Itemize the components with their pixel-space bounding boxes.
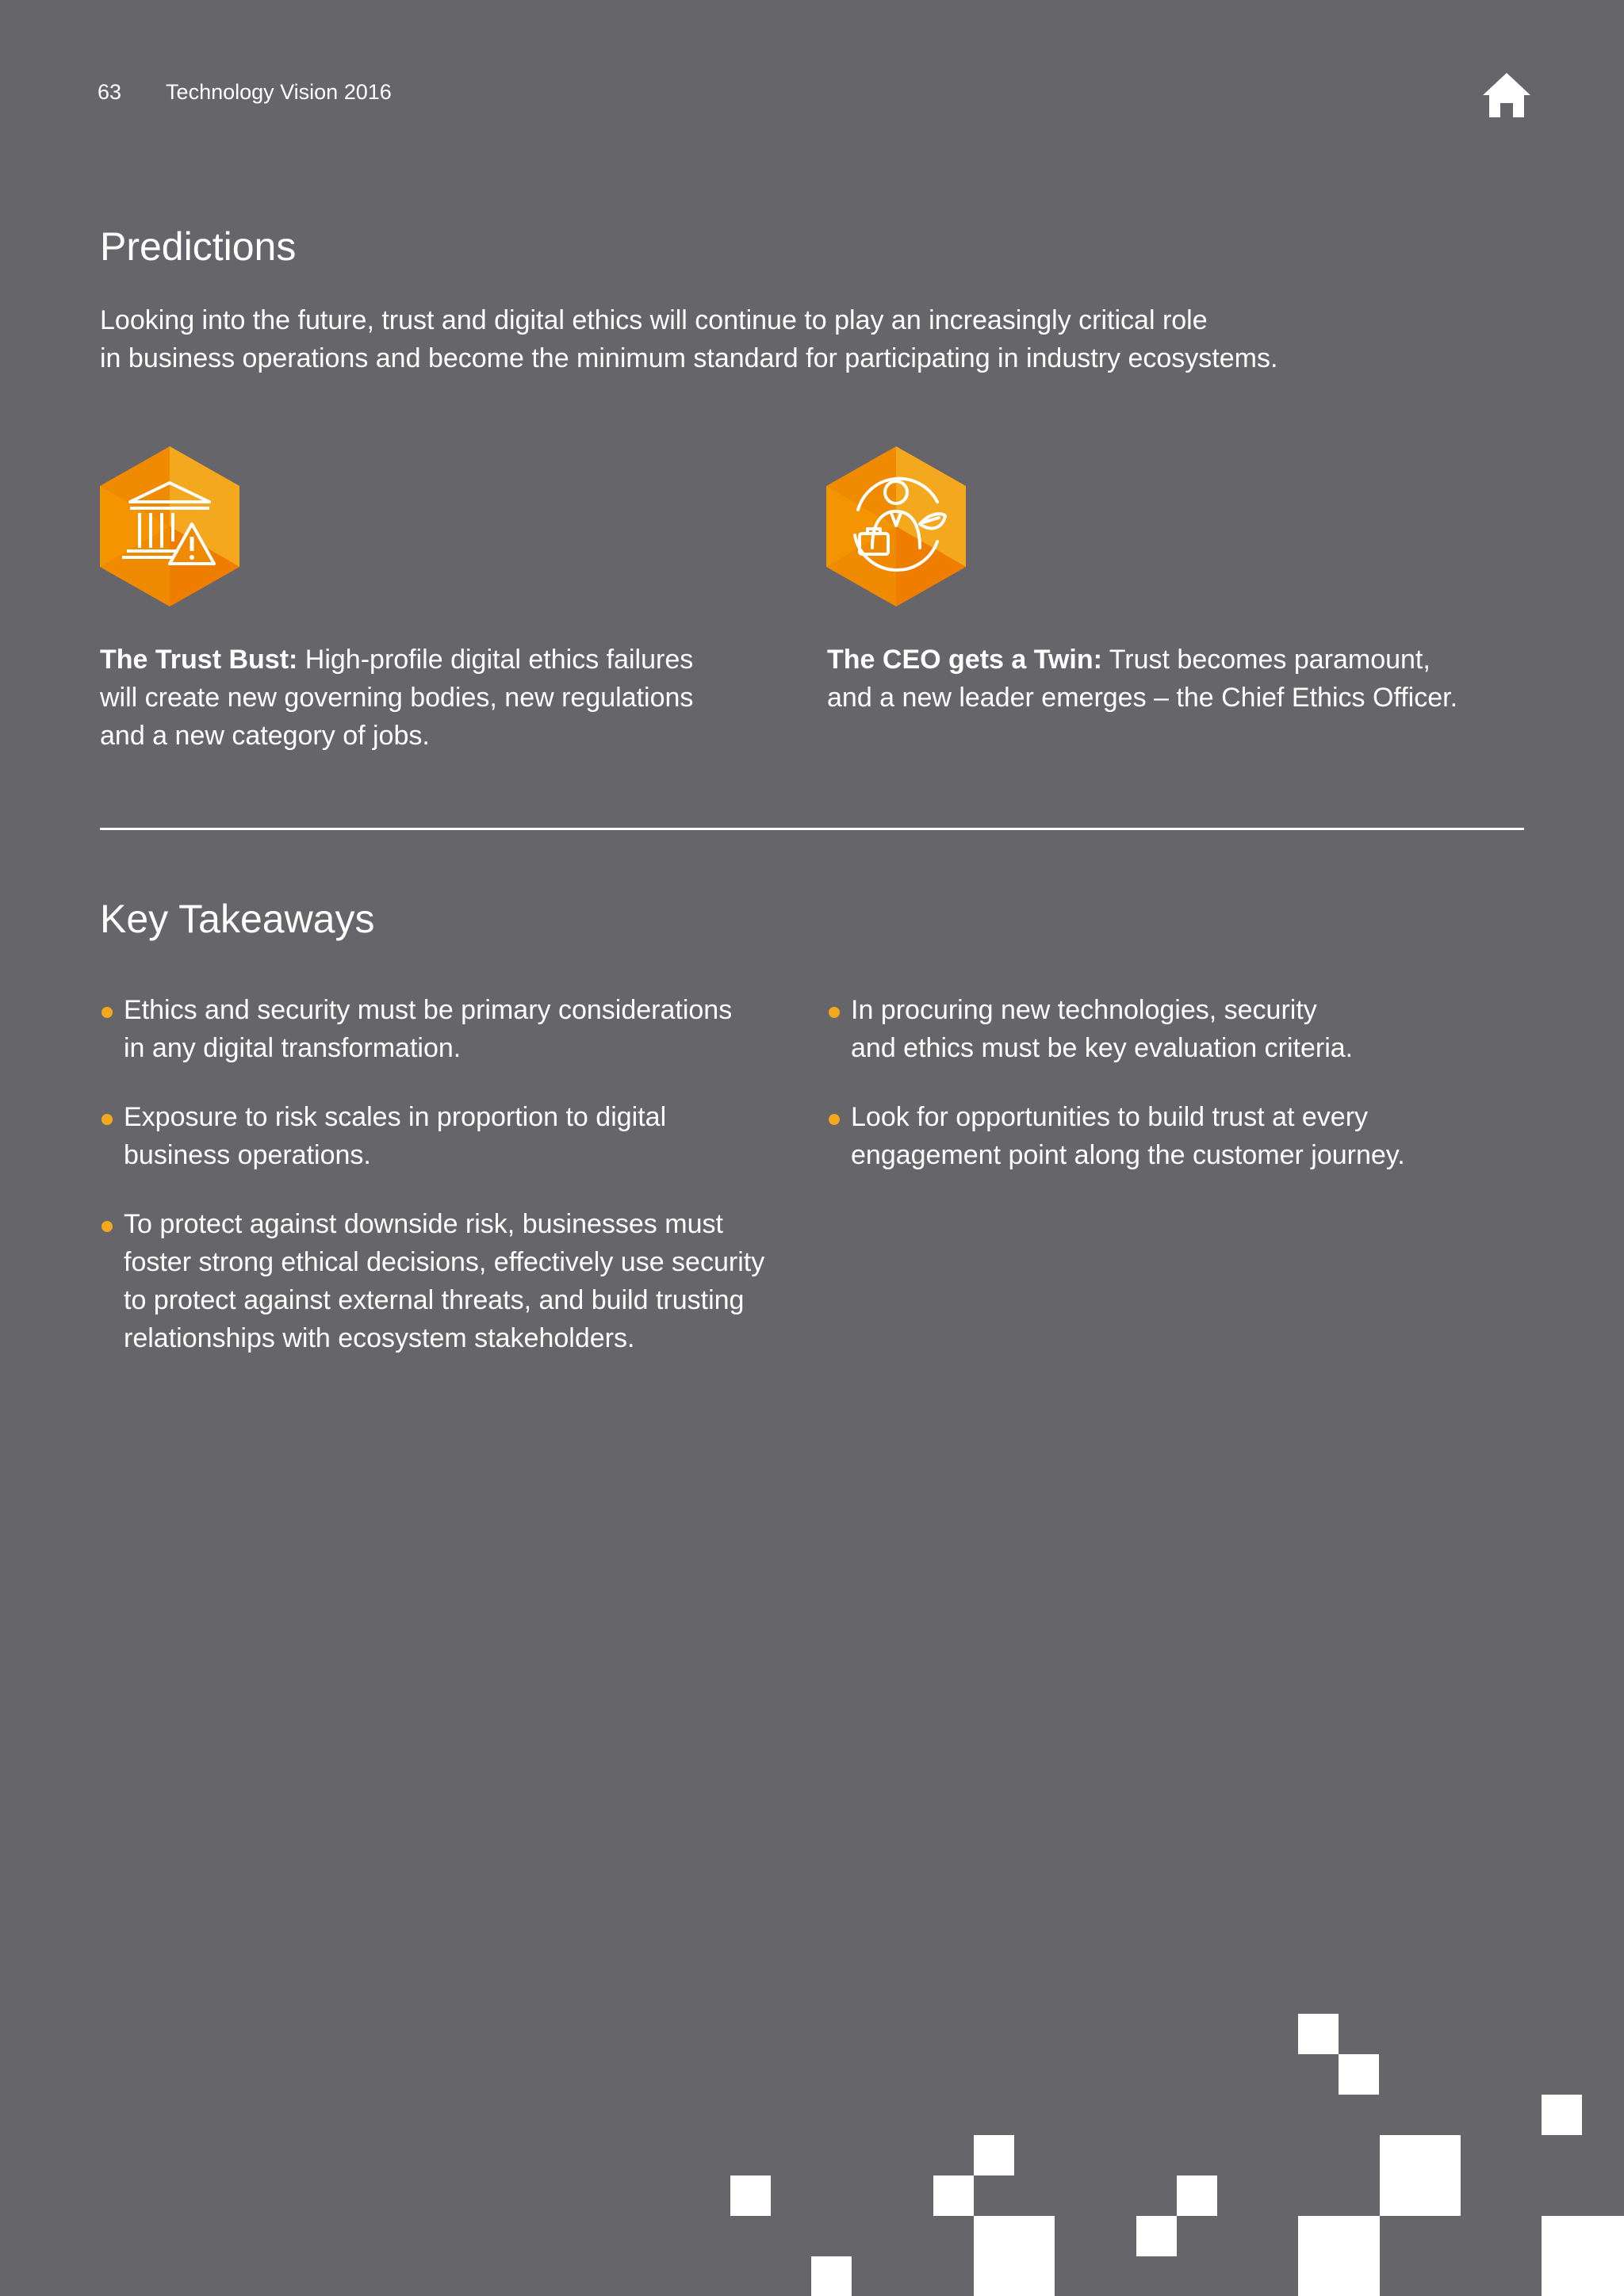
takeaway-line: In procuring new technologies, security	[851, 995, 1317, 1025]
takeaway-line: and ethics must be key evaluation criteria.	[851, 1033, 1354, 1063]
bullet-icon	[829, 1007, 840, 1018]
takeaway-line: foster strong ethical decisions, effectively use security	[124, 1247, 765, 1277]
bullet-icon	[829, 1114, 840, 1125]
prediction-trust-bust-heading: The Trust Bust:	[100, 645, 298, 675]
home-icon[interactable]	[1481, 71, 1532, 119]
takeaways-title: Key Takeaways	[100, 897, 375, 941]
prediction-trust-bust	[100, 641, 693, 755]
prediction-ceo-twin-heading: The CEO gets a Twin:	[827, 645, 1102, 675]
pixel-square	[1177, 2175, 1217, 2216]
pixel-square	[1298, 2216, 1380, 2296]
list-item	[827, 991, 1525, 1067]
pixel-square	[1339, 2054, 1379, 2095]
executive-twin-icon	[826, 446, 966, 607]
list-item	[100, 1205, 798, 1357]
takeaway-line: Look for opportunities to build trust at every	[851, 1102, 1369, 1132]
takeaway-line: relationships with ecosystem stakeholders.	[124, 1323, 635, 1353]
takeaway-line: to protect against external threats, and build trusting	[124, 1285, 745, 1315]
list-item	[100, 991, 798, 1067]
pixel-square	[811, 2256, 852, 2296]
takeaway-line: engagement point along the customer journey.	[851, 1140, 1405, 1170]
intro-line-2: in business operations and become the minimum standard for participating in industry ecosystems.	[100, 343, 1278, 373]
pixel-square	[974, 2135, 1014, 2175]
section-divider	[100, 828, 1524, 830]
prediction-trust-bust-line-2: will create new governing bodies, new regulations	[100, 683, 694, 713]
institution-warning-icon	[100, 446, 239, 607]
pixel-square	[730, 2175, 771, 2216]
pixel-square	[1542, 2216, 1624, 2296]
takeaway-line: Exposure to risk scales in proportion to digital	[124, 1102, 667, 1132]
takeaways-right-list	[827, 991, 1525, 1205]
takeaway-line: To protect against downside risk, businesses must	[124, 1209, 723, 1239]
pixel-square	[974, 2216, 1055, 2296]
list-item	[827, 1098, 1525, 1174]
bullet-icon	[102, 1221, 113, 1232]
takeaway-line: business operations.	[124, 1140, 371, 1170]
pixel-square	[1542, 2095, 1582, 2135]
page-header	[98, 76, 392, 108]
pixel-square	[1298, 2014, 1339, 2054]
takeaways-left-list	[100, 991, 798, 1388]
publication-title: Technology Vision 2016	[166, 79, 392, 104]
prediction-trust-bust-line-1: High-profile digital ethics failures	[297, 645, 694, 675]
pixel-square	[933, 2175, 974, 2216]
prediction-ceo-twin-line-1: Trust becomes paramount,	[1101, 645, 1431, 675]
prediction-trust-bust-line-3: and a new category of jobs.	[100, 721, 430, 751]
pixel-square	[1136, 2216, 1177, 2256]
bullet-icon	[102, 1114, 113, 1125]
intro-line-1: Looking into the future, trust and digital ethics will continue to play an increasingly critical role	[100, 305, 1208, 335]
bullet-icon	[102, 1007, 113, 1018]
takeaway-line: Ethics and security must be primary considerations	[124, 995, 733, 1025]
predictions-title: Predictions	[100, 224, 297, 269]
list-item	[100, 1098, 798, 1174]
predictions-intro	[100, 301, 1527, 377]
prediction-ceo-twin-line-2: and a new leader emerges – the Chief Ethics Officer.	[827, 683, 1458, 713]
takeaway-line: in any digital transformation.	[124, 1033, 462, 1063]
page-number: 63	[98, 79, 122, 104]
pixel-square	[1380, 2135, 1461, 2216]
prediction-ceo-twin	[827, 641, 1457, 717]
